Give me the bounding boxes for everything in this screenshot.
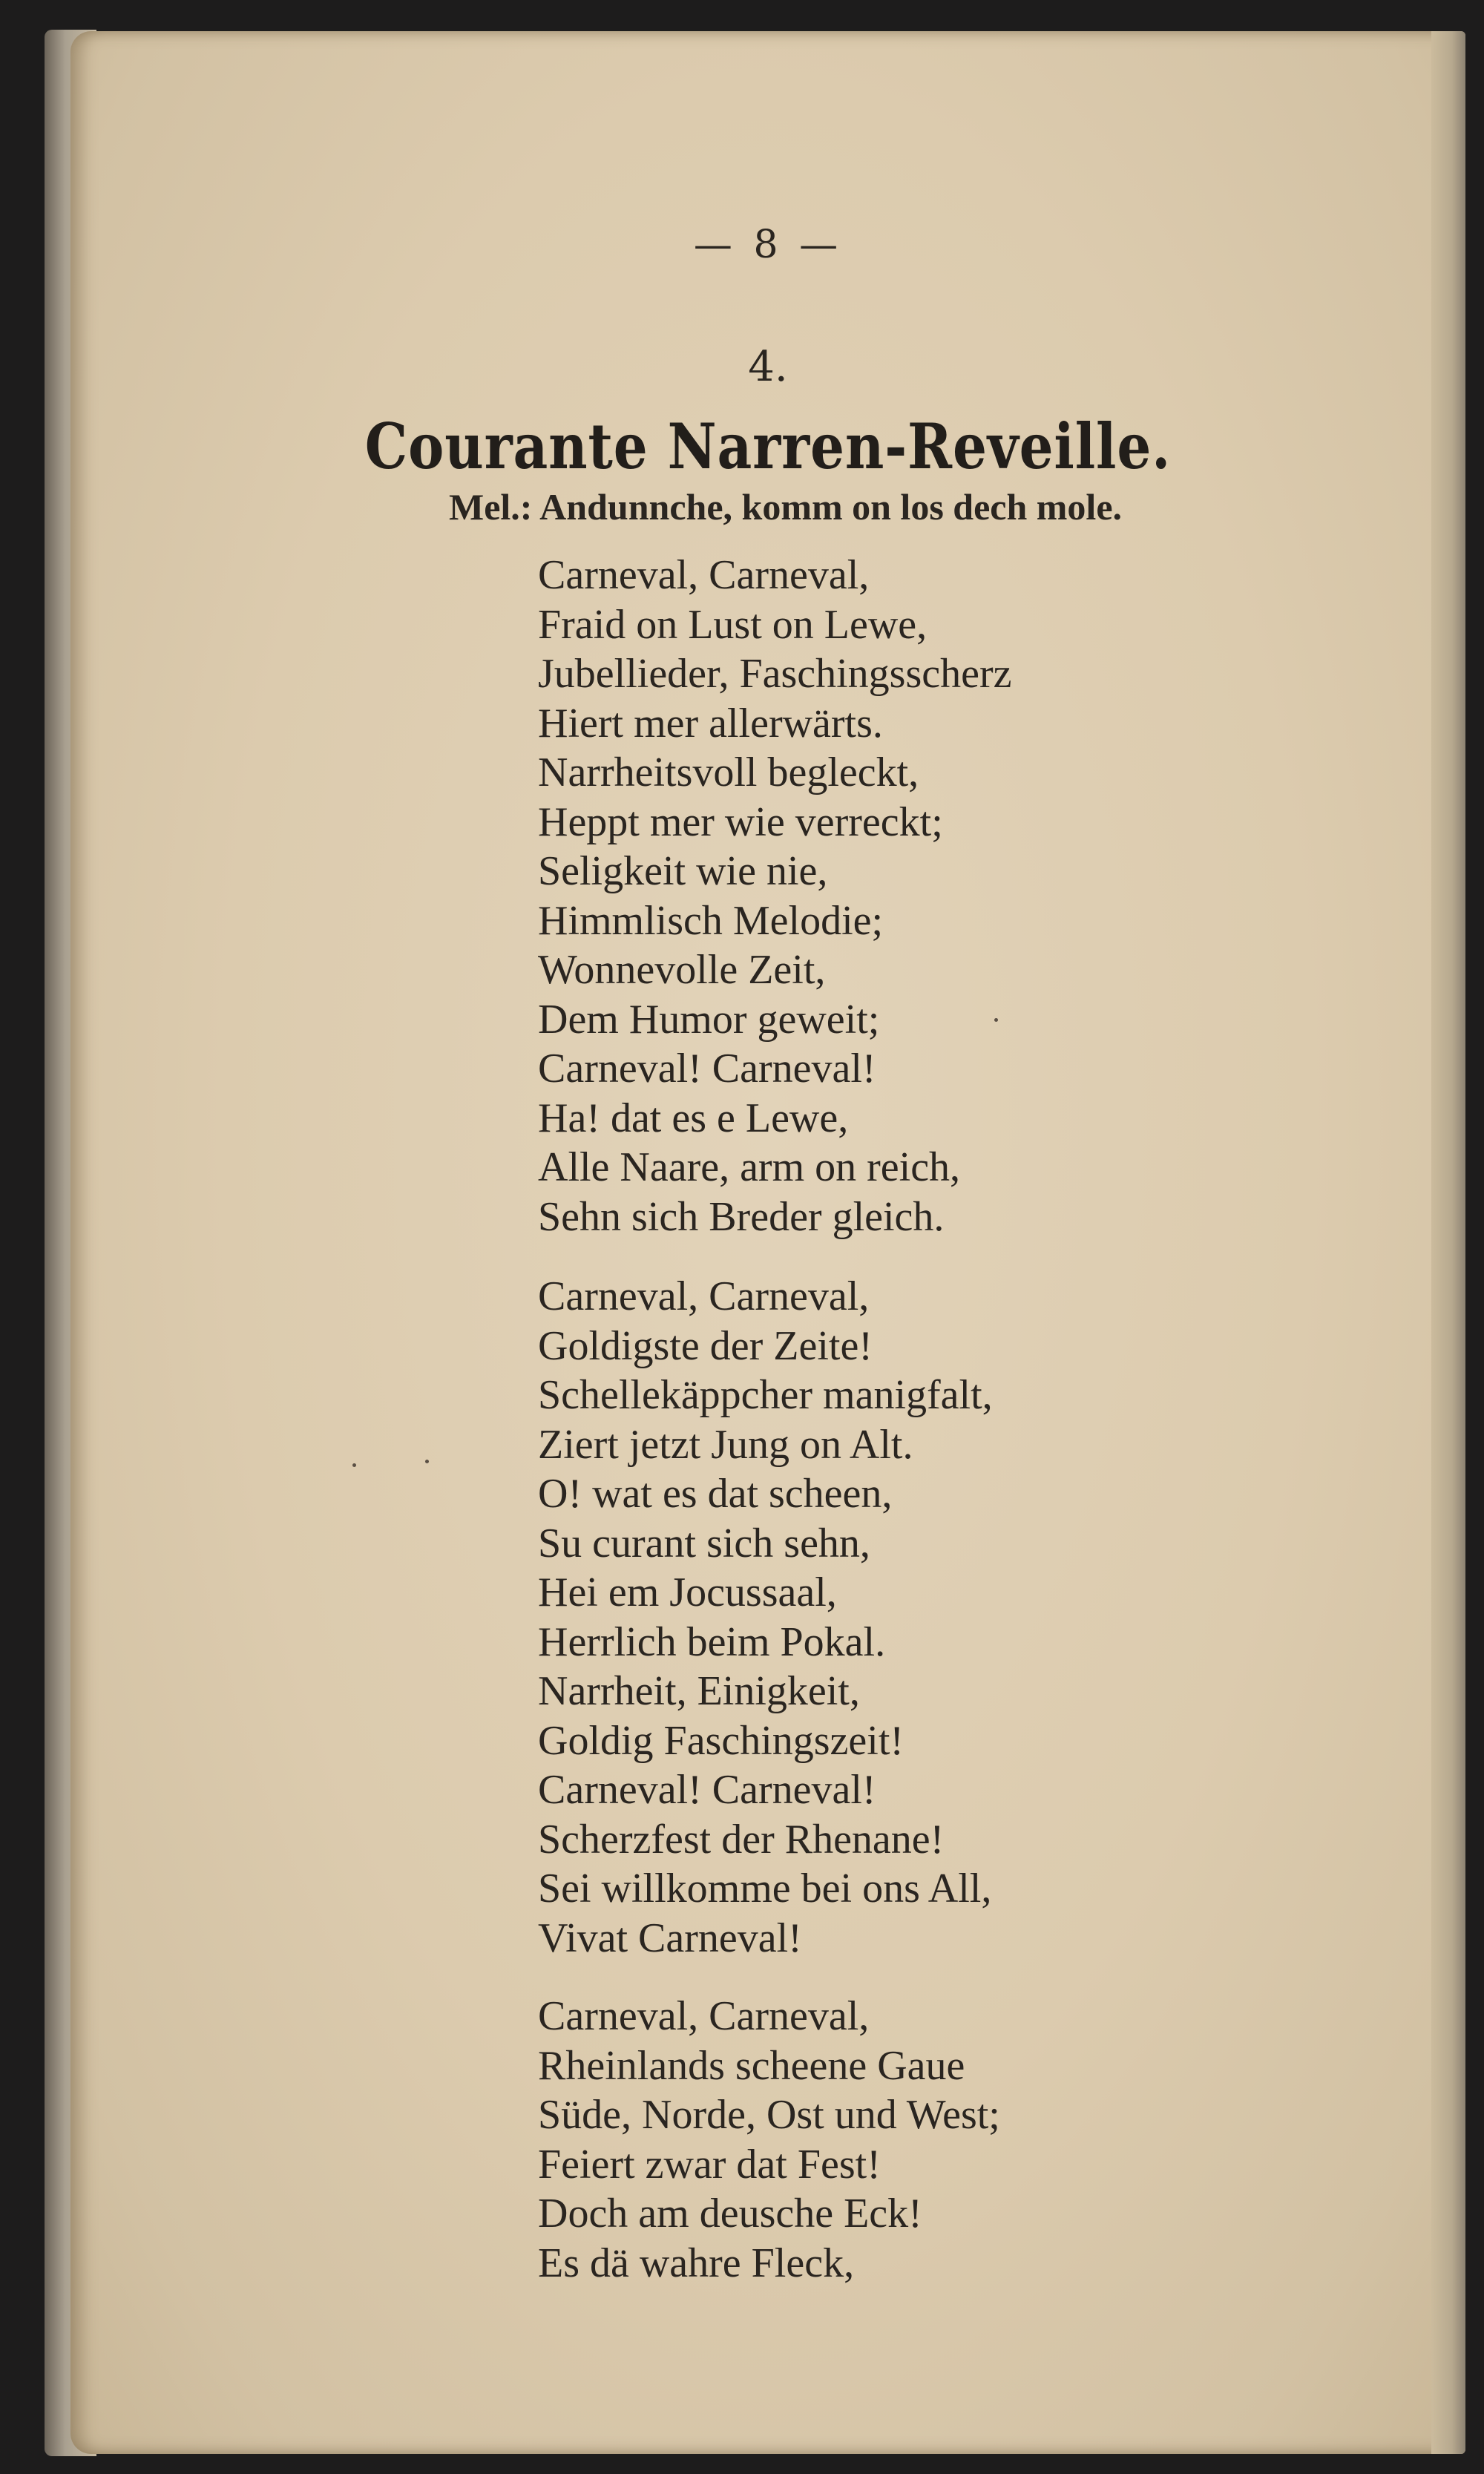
verse-line: Süde, Norde, Ost und West; xyxy=(538,2092,1000,2138)
verse-line: Heppt mer wie verreckt; xyxy=(538,798,943,845)
verse-line: Alle Naare, arm on reich, xyxy=(538,1144,961,1190)
verse-line: Hei em Jocussaal, xyxy=(538,1569,837,1615)
verse-line: Rheinlands scheene Gaue xyxy=(538,2042,965,2089)
verse-line: Feiert zwar dat Fest! xyxy=(538,2141,881,2188)
verse-line: Carneval! Carneval! xyxy=(538,1767,876,1813)
verse-line: Himmlisch Melodie; xyxy=(538,897,884,944)
page-number: — 8 — xyxy=(693,223,843,267)
verse-line: Ha! dat es e Lewe, xyxy=(538,1095,849,1141)
verse-line: Doch am deusche Eck! xyxy=(538,2191,922,2237)
verse-line: Narrheit, Einigkeit, xyxy=(538,1668,860,1714)
paper-speck xyxy=(994,1018,998,1022)
verse-line: Carneval! Carneval! xyxy=(538,1046,876,1092)
verse-line: Seligkeit wie nie, xyxy=(538,848,828,894)
stanza-2 xyxy=(538,1272,993,1963)
melody-line: Mel.: Andunnche, komm on los dech mole. xyxy=(449,486,1123,528)
verse-line: Herrlich beim Pokal. xyxy=(538,1618,886,1665)
verse-line: O! wat es dat scheen, xyxy=(538,1471,893,1517)
verse-line: Sehn sich Breder gleich. xyxy=(538,1193,945,1240)
verse-line: Carneval, Carneval, xyxy=(538,552,870,598)
verse-line: Es dä wahre Fleck, xyxy=(538,2240,855,2286)
verse-line: Su curant sich sehn, xyxy=(538,1520,870,1566)
verse-line: Vivat Carneval! xyxy=(538,1914,802,1961)
song-number: 4. xyxy=(748,343,788,391)
verse-line: Wonnevolle Zeit, xyxy=(538,947,826,993)
verse-line: Ziert jetzt Jung on Alt. xyxy=(538,1421,913,1468)
verse-line: Scherzfest der Rhenane! xyxy=(538,1816,945,1863)
verse-line: Jubellieder, Faschingsscherz xyxy=(538,651,1012,697)
stanza-3 xyxy=(538,1992,1000,2288)
verse-line: Carneval, Carneval, xyxy=(538,1993,870,2039)
verse-line: Fraid on Lust on Lewe, xyxy=(538,601,928,648)
book-page xyxy=(70,31,1465,2454)
stanza-1 xyxy=(538,551,1011,1241)
paper-speck xyxy=(352,1463,356,1467)
verse-line: Hiert mer allerwärts. xyxy=(538,700,883,747)
verse-line: Dem Humor geweit; xyxy=(538,996,880,1043)
song-title: Courante Narren-Reveille. xyxy=(364,410,1172,483)
verse-line: Sei willkomme bei ons All, xyxy=(538,1866,992,1912)
verse-line: Goldigste der Zeite! xyxy=(538,1322,873,1369)
verse-line: Schellekäppcher manigfalt, xyxy=(538,1372,993,1418)
verse-line: Goldig Faschingszeit! xyxy=(538,1717,904,1764)
verse-line: Narrheitsvoll begleckt, xyxy=(538,749,919,795)
paper-speck xyxy=(425,1460,429,1463)
verse-line: Carneval, Carneval, xyxy=(538,1273,870,1319)
page-gutter xyxy=(1431,31,1465,2454)
